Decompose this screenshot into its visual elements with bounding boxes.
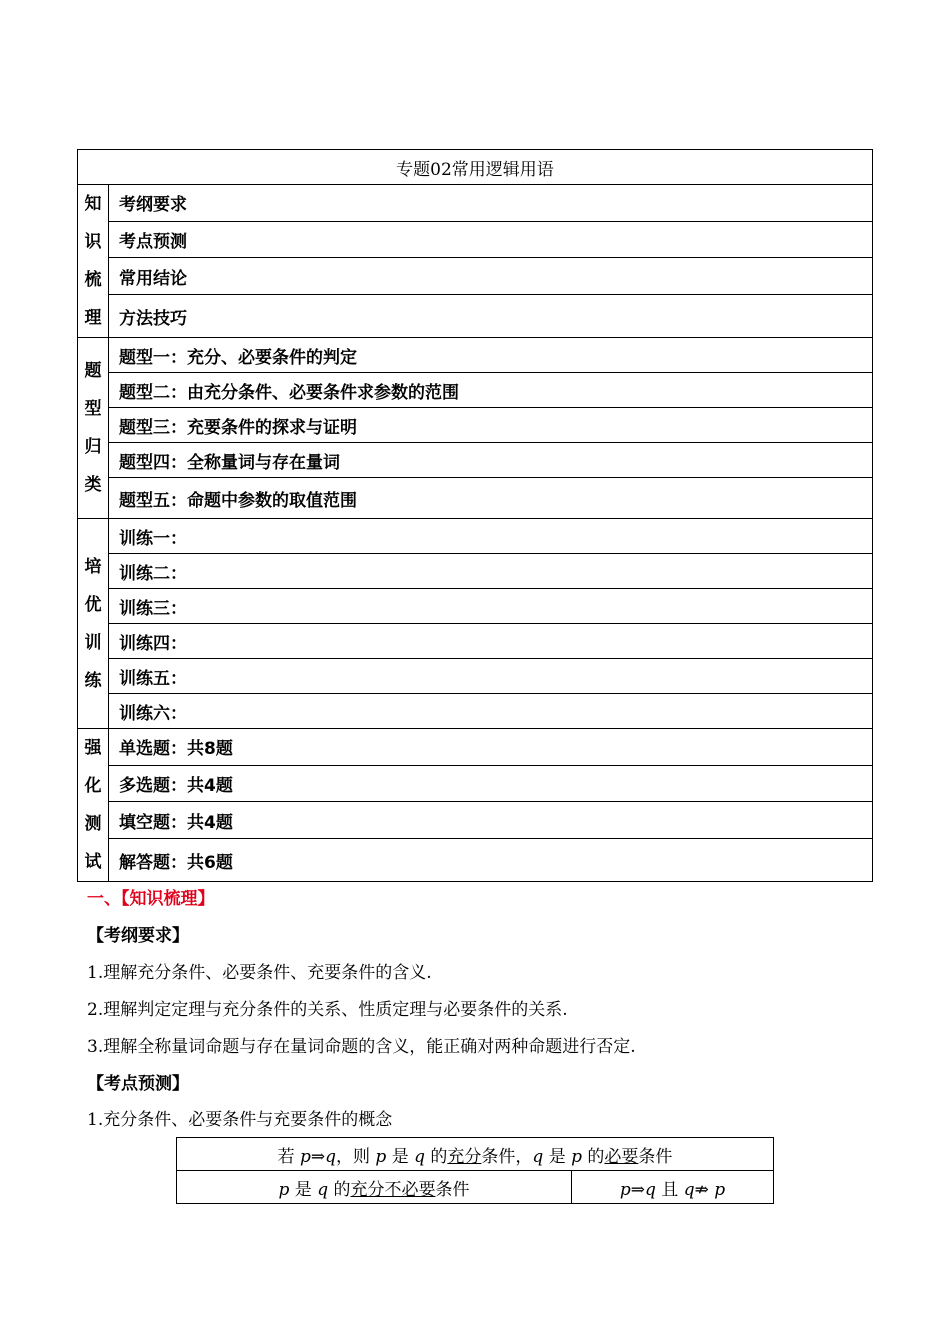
forecast-item: 1.充分条件、必要条件与充要条件的概念 — [87, 1110, 393, 1130]
toc-item[interactable]: 考点预测 — [109, 221, 873, 258]
toc-item[interactable]: 单选题：共8题 — [109, 729, 873, 766]
toc-table — [77, 149, 873, 882]
concept-cell-sufficient-not-necessary: p 是 q 的充分不必要条件 — [177, 1171, 572, 1204]
toc-item[interactable]: 训练五： — [109, 659, 873, 694]
toc-item[interactable]: 方法技巧 — [109, 295, 873, 338]
toc-item[interactable]: 训练二： — [109, 554, 873, 589]
toc-item[interactable]: 训练一： — [109, 519, 873, 554]
outline-item: 3.理解全称量词命题与存在量词命题的含义，能正确对两种命题进行否定. — [87, 1037, 636, 1057]
toc-item[interactable]: 多选题：共4题 — [109, 765, 873, 802]
outline-item: 1.理解充分条件、必要条件、充要条件的含义. — [87, 963, 432, 983]
forecast-heading: 【考点预测】 — [87, 1074, 189, 1094]
concept-table — [176, 1137, 774, 1204]
outline-item: 2.理解判定定理与充分条件的关系、性质定理与必要条件的关系. — [87, 1000, 568, 1020]
toc-item[interactable]: 题型二：由充分条件、必要条件求参数的范围 — [109, 373, 873, 408]
concept-cell-implication: p⇒q 且 q⇏ p — [572, 1171, 774, 1204]
toc-item[interactable]: 考纲要求 — [109, 185, 873, 222]
toc-item[interactable]: 题型五：命题中参数的取值范围 — [109, 478, 873, 519]
toc-item[interactable]: 题型三：充要条件的探求与证明 — [109, 408, 873, 443]
toc-item[interactable]: 训练三： — [109, 589, 873, 624]
section1-heading: 一、【知识梳理】 — [87, 889, 215, 909]
toc-item[interactable]: 训练六： — [109, 694, 873, 729]
section-label-knowledge: 知 识 梳 理 — [78, 185, 109, 338]
section-label-question-types: 题 型 归 类 — [78, 338, 109, 519]
toc-item[interactable]: 解答题：共6题 — [109, 839, 873, 882]
toc-item[interactable]: 题型四：全称量词与存在量词 — [109, 443, 873, 478]
toc-item[interactable]: 填空题：共4题 — [109, 802, 873, 839]
concept-row-definition: 若 p⇒q，则 p 是 q 的充分条件，q 是 p 的必要条件 — [177, 1138, 774, 1171]
toc-title: 专题02常用逻辑用语 — [78, 150, 873, 185]
toc-item[interactable]: 题型一：充分、必要条件的判定 — [109, 338, 873, 373]
toc-item[interactable]: 训练四： — [109, 624, 873, 659]
outline-heading: 【考纲要求】 — [87, 926, 189, 946]
section-label-training: 培 优 训 练 — [78, 519, 109, 729]
toc-item[interactable]: 常用结论 — [109, 258, 873, 295]
section-label-tests: 强 化 测 试 — [78, 729, 109, 882]
